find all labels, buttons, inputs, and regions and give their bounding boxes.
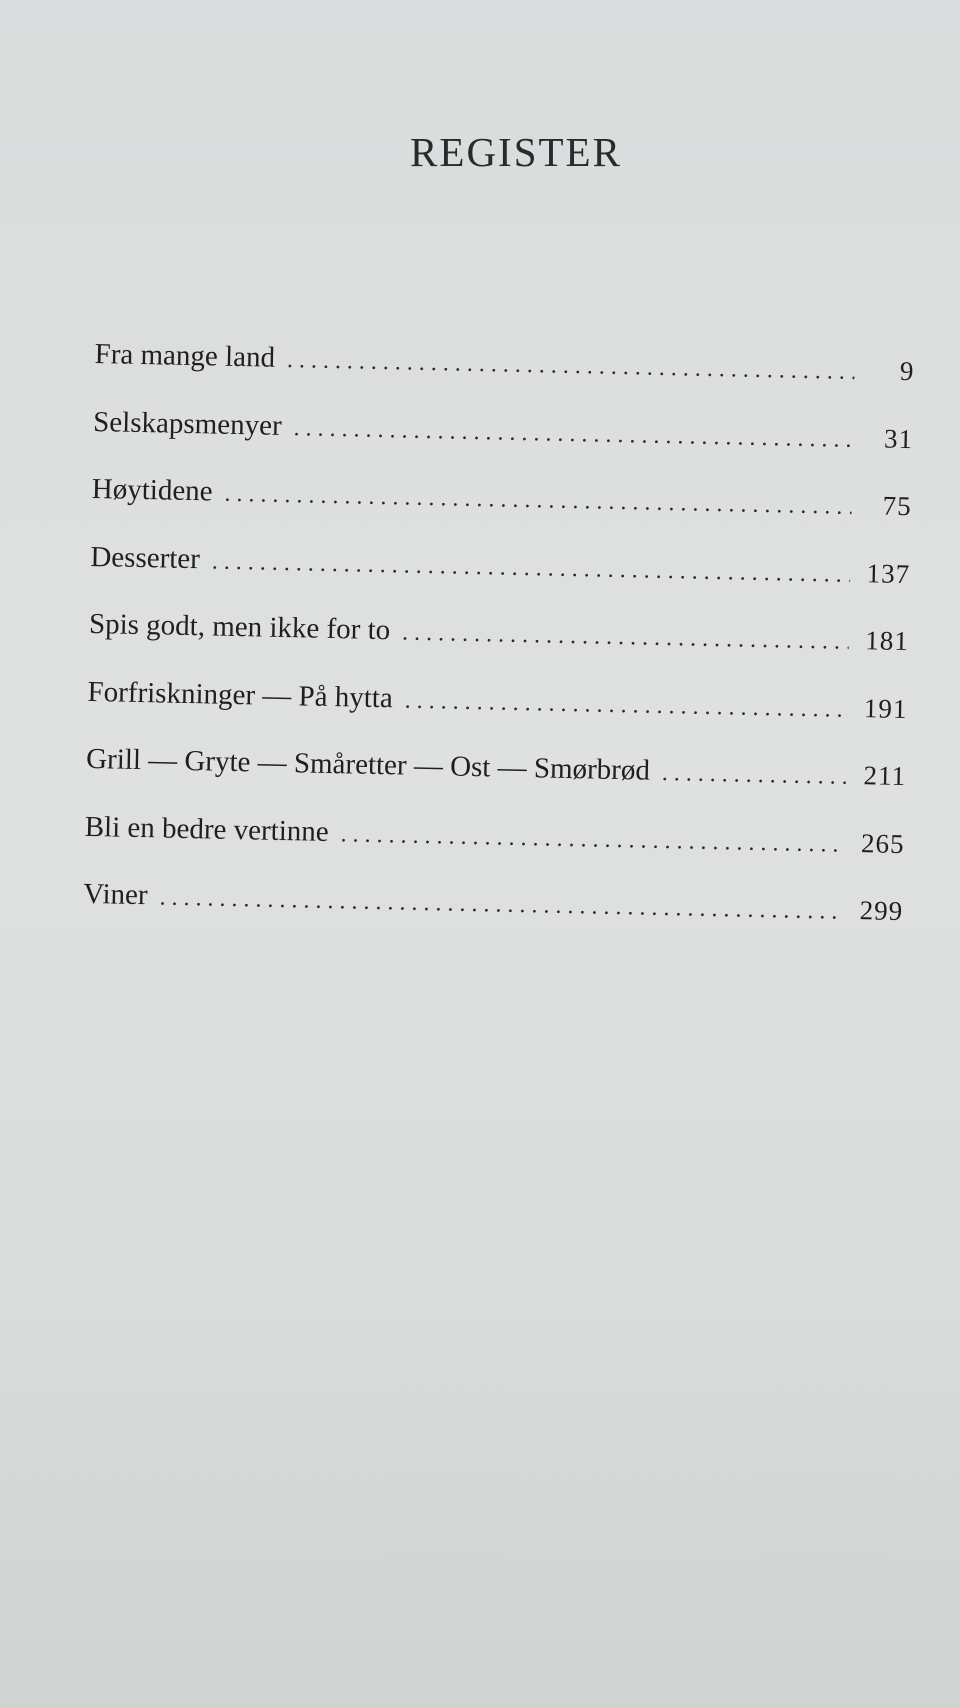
toc-entry-page: 211 <box>863 760 907 792</box>
dot-leader <box>224 481 852 521</box>
dot-leader <box>402 620 849 656</box>
dot-leader <box>159 884 843 925</box>
dot-leader <box>293 415 853 454</box>
toc-entry-page: 31 <box>883 423 914 454</box>
toc-entry-label: Bli en bedre vertinne <box>84 810 330 848</box>
toc-entry-label: Grill — Gryte — Småretter — Ost — Smørbrød <box>85 742 651 787</box>
toc-entry-label: Viner <box>83 877 148 912</box>
page-title: REGISTER <box>410 129 622 175</box>
dot-leader <box>340 821 844 859</box>
dot-leader <box>212 548 851 588</box>
toc-entry-page: 265 <box>860 827 905 859</box>
toc-entry-page: 191 <box>863 692 908 724</box>
toc-entry-label: Fra mange land <box>94 338 276 374</box>
dot-leader <box>404 687 847 723</box>
table-of-contents <box>82 338 915 963</box>
toc-entry-page: 299 <box>859 895 904 927</box>
dot-leader <box>287 347 855 386</box>
toc-entry-label: Desserter <box>90 540 201 575</box>
toc-entry-page: 9 <box>899 355 915 387</box>
toc-entry-label: Spis godt, men ikke for to <box>88 607 391 647</box>
toc-entry-label: Høytidene <box>91 472 213 508</box>
toc-entry-page: 181 <box>865 625 910 657</box>
toc-entry-label: Forfriskninger — På hytta <box>87 675 394 714</box>
toc-entry-label: Selskapsmenyer <box>92 405 283 442</box>
dot-leader <box>662 760 847 791</box>
toc-entry-page: 75 <box>882 490 912 522</box>
toc-entry-page: 137 <box>866 557 911 589</box>
